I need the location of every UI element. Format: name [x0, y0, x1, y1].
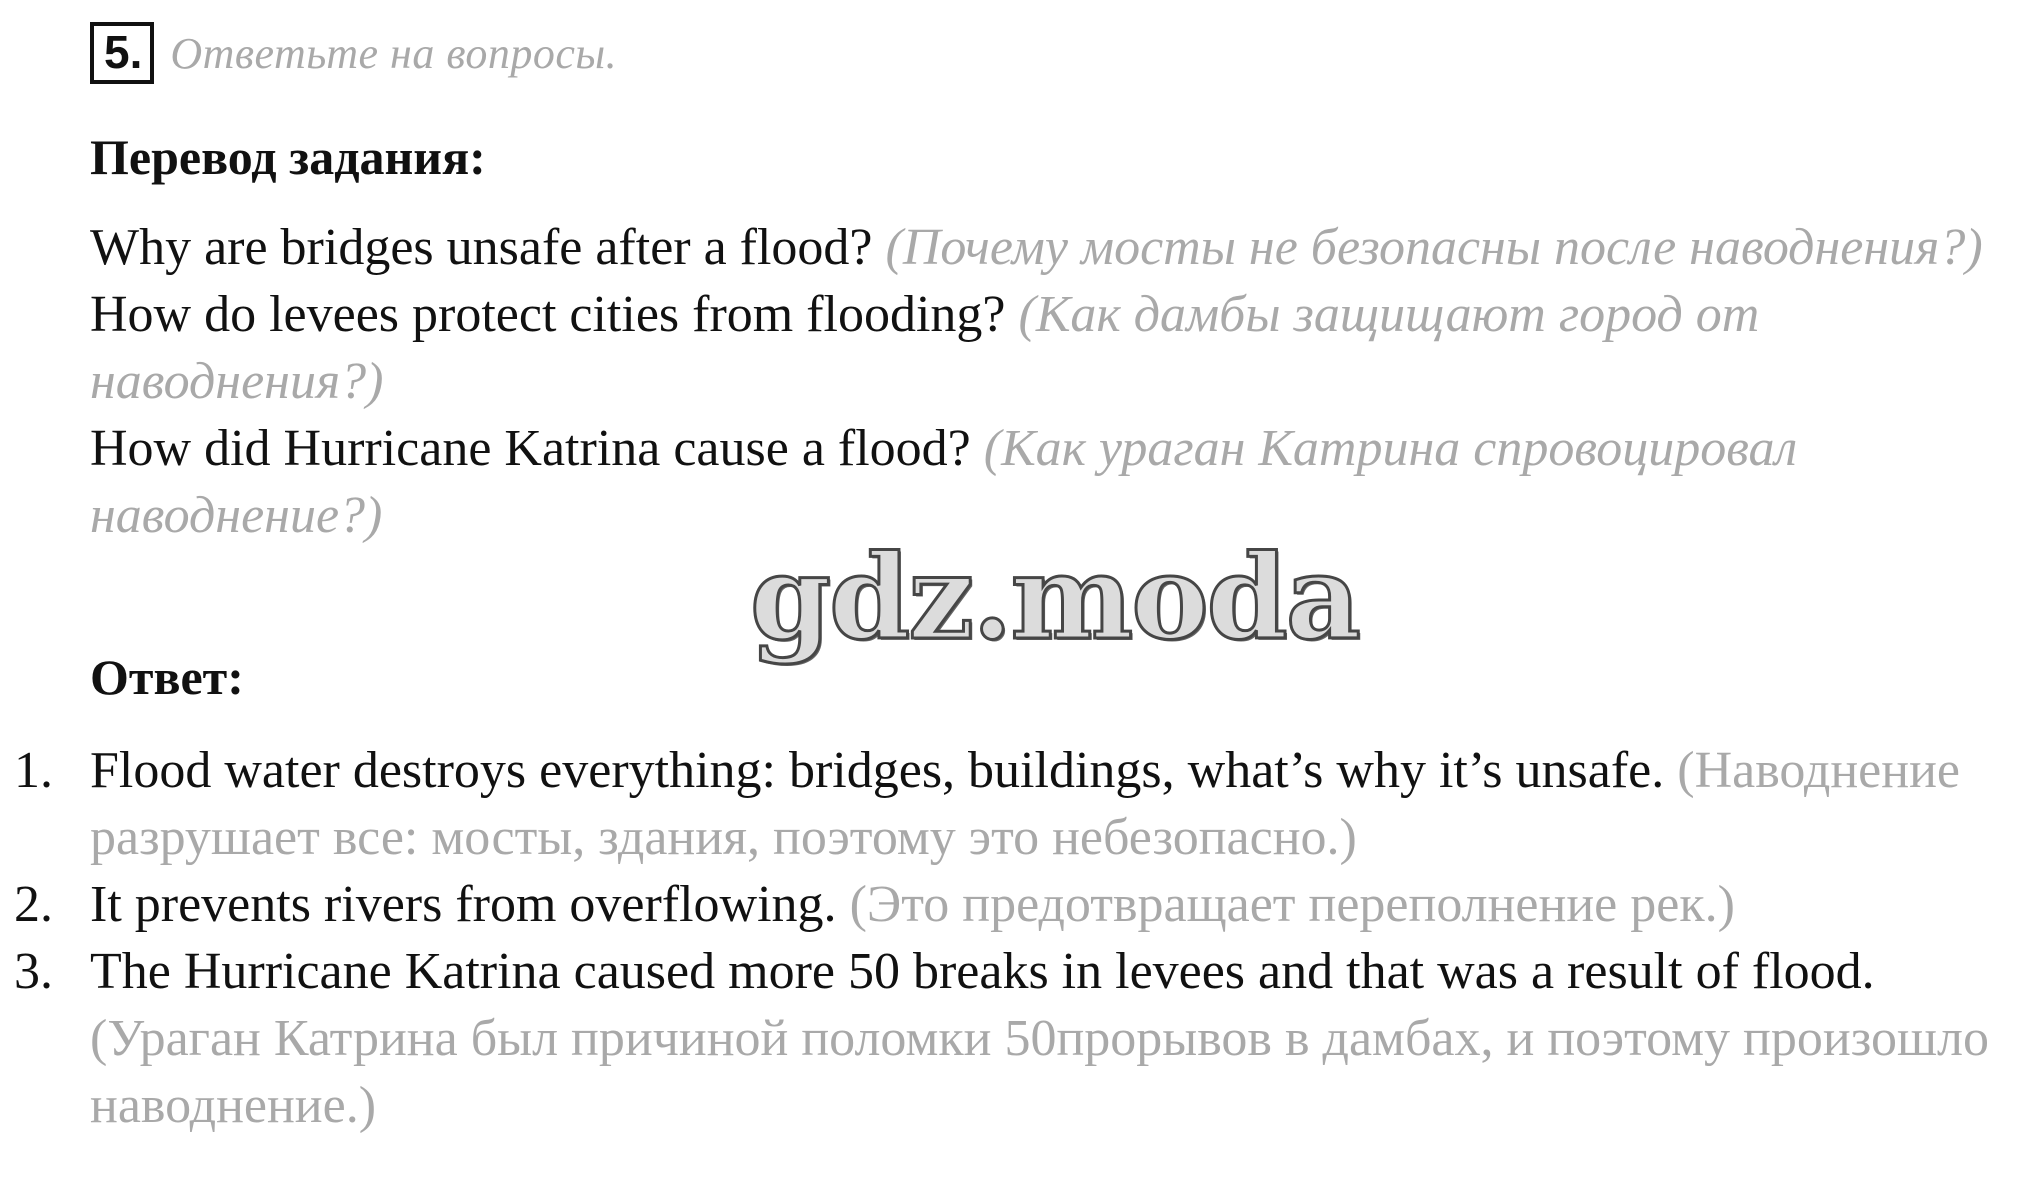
answer-item — [0, 871, 1990, 938]
answer-item — [0, 938, 1990, 1139]
question-text: Why are bridges unsafe after a flood? — [90, 219, 873, 276]
question-item — [90, 415, 2010, 549]
answer-text: Flood water destroys everything: bridges, buildings, what’s why it’s unsafe. — [90, 742, 1665, 799]
answers-list — [0, 737, 1990, 1139]
answer-number: 2. — [14, 876, 53, 933]
answer-item — [0, 737, 1990, 871]
question-translation: (Как дамбы защищают город от наводнения?) — [90, 286, 1760, 410]
answer-text: The Hurricane Katrina caused more 50 breaks in levees and that was a result of flood. — [90, 943, 1875, 1000]
answer-translation: (Наводнение разрушает все: мосты, здания, поэтому это небезопасно.) — [90, 742, 1960, 866]
answer-heading: Ответ: — [90, 649, 244, 705]
task-number: 5. — [90, 22, 154, 84]
question-item — [90, 281, 2010, 415]
task-instruction: Ответьте на вопросы. — [170, 28, 618, 78]
answer-number: 3. — [14, 943, 53, 1000]
answer-translation: (Это предотвращает переполнение рек.) — [849, 876, 1735, 933]
answer-text: It prevents rivers from overflowing. — [90, 876, 837, 933]
watermark: gdz.moda — [750, 530, 1359, 666]
question-item — [90, 214, 2010, 281]
question-translation: (Почему мосты не безопасны после наводнения?) — [885, 219, 1983, 276]
questions-list — [90, 214, 2010, 549]
question-text: How did Hurricane Katrina cause a flood? — [90, 420, 971, 477]
question-text: How do levees protect cities from flooding? — [90, 286, 1006, 343]
question-translation: (Как ураган Катрина спровоцировал наводнение?) — [90, 420, 1798, 544]
answer-translation: (Ураган Катрина был причиной поломки 50прорывов в дамбах, и поэтому произошло наводнение.) — [90, 1010, 1989, 1134]
translation-heading: Перевод задания: — [90, 129, 486, 185]
answer-number: 1. — [14, 742, 53, 799]
task-header — [90, 22, 617, 84]
